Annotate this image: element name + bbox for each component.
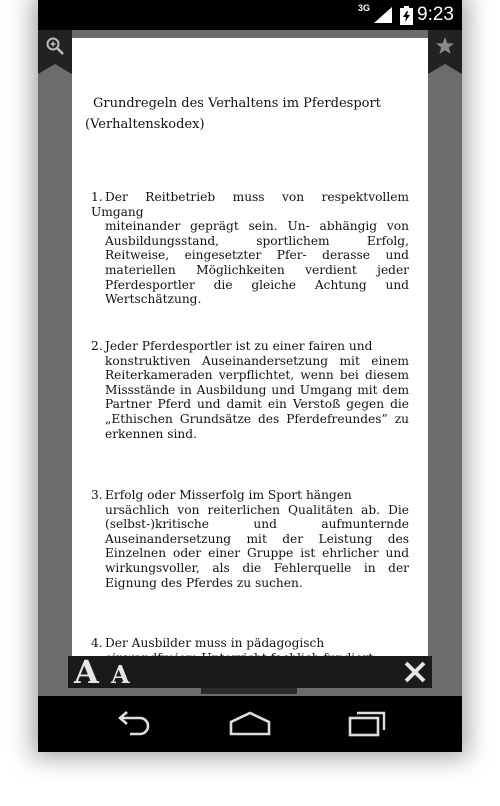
clock: 9:23: [417, 4, 454, 25]
battery-icon: [400, 6, 413, 25]
font-increase-button[interactable]: A: [74, 653, 99, 691]
title-line-1: Grundregeln des Verhaltens im Pferdesport: [93, 96, 381, 111]
close-icon[interactable]: [404, 661, 426, 683]
rule-3: [91, 488, 409, 590]
reader-toolbar: [68, 653, 432, 691]
status-bar: [38, 0, 462, 30]
font-decrease-button[interactable]: A: [111, 660, 130, 689]
rule-2: [91, 339, 409, 441]
document-title: [85, 93, 381, 135]
recents-icon[interactable]: [346, 709, 388, 739]
zoom-button[interactable]: [38, 30, 72, 74]
document-page[interactable]: [72, 38, 428, 666]
rule-number: 3.: [91, 488, 103, 502]
star-icon: [435, 36, 455, 56]
page-scroll-indicator: [201, 688, 297, 694]
rule-1: [91, 190, 409, 307]
rule-number: 2.: [91, 339, 103, 353]
rule-text: ursächlich von reiterlichen Qualitäten ab. Die (selbst-)kritische und aufmunternde Auseinandersetzung mit der Leistung des Einzelnen oder einer Gruppe ist ehrlicher und wirkungsvoller, als die Fehlerquelle in der Eignung des Pferdes zu suchen.: [105, 502, 409, 590]
title-line-2: (Verhaltenskodex): [85, 117, 205, 132]
rule-first-line: Erfolg oder Misserfolg im Sport hängen: [105, 488, 352, 502]
network-type: 3G: [357, 3, 370, 13]
rule-first-line: Der Ausbilder muss in pädagogisch: [105, 636, 325, 650]
rule-text: konstruktiven Auseinandersetzung mit einem Reiterkameraden verpflichtet, wenn bei diesem Missstände in Ausbildung und Umgang mit dem Partner Pferd und damit ein Verstoß gegen die „Ethischen Grundsätze des Pferdefreundes” zu erkennen sind.: [105, 353, 409, 441]
phone-frame: [38, 0, 462, 752]
rule-first-line: Der Reitbetrieb muss von respektvollem Umgang: [91, 190, 409, 219]
reader-area: [38, 30, 462, 696]
signal-icon: [374, 7, 392, 23]
rule-number: 1.: [91, 190, 103, 204]
rule-first-line: Jeder Pferdesportler ist zu einer fairen und: [105, 339, 373, 353]
zoom-icon: [45, 36, 65, 56]
back-icon[interactable]: [110, 709, 152, 739]
rule-number: 4.: [91, 636, 103, 650]
bookmark-button[interactable]: [428, 30, 462, 74]
navigation-bar: [38, 696, 462, 752]
home-icon[interactable]: [228, 709, 272, 739]
rule-text: miteinander geprägt sein. Un- abhängig von Ausbildungsstand, sportlichem Erfolg, Reitweise, eingesetzter Pfer- derasse und materiellen Möglichkeiten verdient jeder Pferdesportler die gleiche Achtung und Wertschätzung.: [105, 219, 409, 307]
